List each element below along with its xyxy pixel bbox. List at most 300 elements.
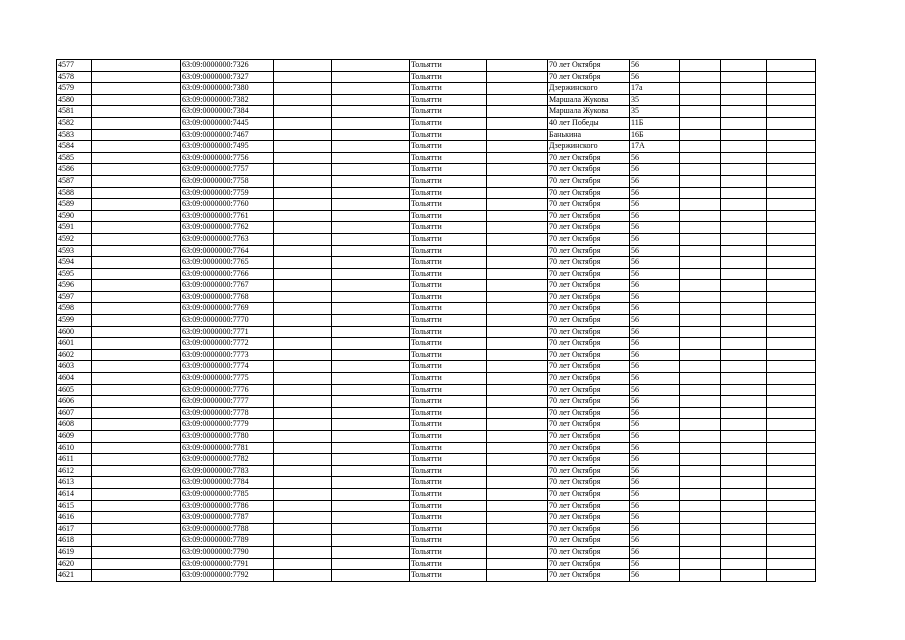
cell-city: Тольятти bbox=[410, 187, 487, 199]
cell-blank-col-11 bbox=[721, 60, 767, 72]
cell-blank-col-10 bbox=[680, 291, 721, 303]
cell-cadastral-number: 63:09:0000000:7770 bbox=[181, 315, 274, 327]
cell-row-number: 4596 bbox=[57, 280, 92, 292]
cell-street: 70 лет Октября bbox=[548, 291, 630, 303]
cell-blank-col-10 bbox=[680, 361, 721, 373]
cell-blank-col-12 bbox=[767, 454, 816, 466]
cell-street: 70 лет Октября bbox=[548, 60, 630, 72]
cell-blank-col-4 bbox=[274, 210, 332, 222]
cell-row-number: 4586 bbox=[57, 164, 92, 176]
cell-city: Тольятти bbox=[410, 199, 487, 211]
table-row bbox=[57, 303, 816, 315]
cell-street: 70 лет Октября bbox=[548, 488, 630, 500]
cell-blank-col-2 bbox=[92, 477, 181, 489]
cell-blank-col-10 bbox=[680, 175, 721, 187]
cell-blank-col-4 bbox=[274, 222, 332, 234]
cell-house-number: 56 bbox=[630, 291, 680, 303]
cell-blank-col-11 bbox=[721, 245, 767, 257]
cell-city: Тольятти bbox=[410, 233, 487, 245]
table-row bbox=[57, 233, 816, 245]
cell-street: 70 лет Октября bbox=[548, 303, 630, 315]
cell-blank-col-2 bbox=[92, 60, 181, 72]
cell-row-number: 4619 bbox=[57, 546, 92, 558]
cell-blank-col-11 bbox=[721, 407, 767, 419]
cell-blank-col-4 bbox=[274, 291, 332, 303]
cell-blank-col-7 bbox=[487, 106, 548, 118]
table-row bbox=[57, 210, 816, 222]
cell-house-number: 56 bbox=[630, 60, 680, 72]
cell-cadastral-number: 63:09:0000000:7326 bbox=[181, 60, 274, 72]
cell-street: 70 лет Октября bbox=[548, 210, 630, 222]
cell-row-number: 4606 bbox=[57, 396, 92, 408]
cell-blank-col-10 bbox=[680, 141, 721, 153]
cell-house-number: 56 bbox=[630, 257, 680, 269]
cell-blank-col-10 bbox=[680, 315, 721, 327]
cell-city: Тольятти bbox=[410, 477, 487, 489]
cell-blank-col-12 bbox=[767, 71, 816, 83]
cell-blank-col-7 bbox=[487, 338, 548, 350]
cell-blank-col-12 bbox=[767, 535, 816, 547]
cell-row-number: 4594 bbox=[57, 257, 92, 269]
cell-city: Тольятти bbox=[410, 570, 487, 582]
cell-cadastral-number: 63:09:0000000:7787 bbox=[181, 512, 274, 524]
cell-blank-col-7 bbox=[487, 187, 548, 199]
cell-blank-col-5 bbox=[332, 303, 410, 315]
cell-city: Тольятти bbox=[410, 83, 487, 95]
cell-blank-col-5 bbox=[332, 465, 410, 477]
cell-row-number: 4605 bbox=[57, 384, 92, 396]
cell-street: 70 лет Октября bbox=[548, 407, 630, 419]
cell-blank-col-2 bbox=[92, 419, 181, 431]
cell-street: 70 лет Октября bbox=[548, 257, 630, 269]
cell-blank-col-11 bbox=[721, 546, 767, 558]
cell-blank-col-7 bbox=[487, 431, 548, 443]
cell-blank-col-11 bbox=[721, 222, 767, 234]
cell-blank-col-5 bbox=[332, 210, 410, 222]
cell-city: Тольятти bbox=[410, 535, 487, 547]
cell-blank-col-12 bbox=[767, 175, 816, 187]
cell-blank-col-5 bbox=[332, 477, 410, 489]
cell-blank-col-10 bbox=[680, 164, 721, 176]
table-row bbox=[57, 570, 816, 582]
cell-blank-col-5 bbox=[332, 315, 410, 327]
cell-house-number: 16Б bbox=[630, 129, 680, 141]
cell-blank-col-7 bbox=[487, 570, 548, 582]
cell-blank-col-10 bbox=[680, 106, 721, 118]
cell-blank-col-12 bbox=[767, 164, 816, 176]
table-body bbox=[57, 60, 816, 582]
cell-city: Тольятти bbox=[410, 303, 487, 315]
cell-house-number: 56 bbox=[630, 199, 680, 211]
table-row bbox=[57, 349, 816, 361]
cell-blank-col-10 bbox=[680, 512, 721, 524]
cell-blank-col-4 bbox=[274, 465, 332, 477]
cell-blank-col-7 bbox=[487, 465, 548, 477]
cell-blank-col-12 bbox=[767, 465, 816, 477]
cell-street: 70 лет Октября bbox=[548, 384, 630, 396]
cell-blank-col-7 bbox=[487, 233, 548, 245]
cell-blank-col-7 bbox=[487, 315, 548, 327]
cell-blank-col-7 bbox=[487, 141, 548, 153]
cell-street: 70 лет Октября bbox=[548, 164, 630, 176]
table-row bbox=[57, 512, 816, 524]
cell-cadastral-number: 63:09:0000000:7762 bbox=[181, 222, 274, 234]
cell-blank-col-4 bbox=[274, 373, 332, 385]
cell-blank-col-5 bbox=[332, 488, 410, 500]
cell-blank-col-5 bbox=[332, 291, 410, 303]
cell-cadastral-number: 63:09:0000000:7779 bbox=[181, 419, 274, 431]
cell-blank-col-7 bbox=[487, 442, 548, 454]
cell-city: Тольятти bbox=[410, 117, 487, 129]
cell-street: 70 лет Октября bbox=[548, 442, 630, 454]
cell-blank-col-11 bbox=[721, 454, 767, 466]
cell-blank-col-5 bbox=[332, 106, 410, 118]
cell-house-number: 56 bbox=[630, 442, 680, 454]
table-row bbox=[57, 117, 816, 129]
cell-blank-col-5 bbox=[332, 326, 410, 338]
cell-cadastral-number: 63:09:0000000:7759 bbox=[181, 187, 274, 199]
cell-blank-col-5 bbox=[332, 175, 410, 187]
cell-house-number: 56 bbox=[630, 349, 680, 361]
cell-blank-col-4 bbox=[274, 326, 332, 338]
cell-blank-col-10 bbox=[680, 199, 721, 211]
cell-house-number: 56 bbox=[630, 558, 680, 570]
table-row bbox=[57, 187, 816, 199]
cell-blank-col-11 bbox=[721, 71, 767, 83]
cell-blank-col-5 bbox=[332, 431, 410, 443]
cell-cadastral-number: 63:09:0000000:7786 bbox=[181, 500, 274, 512]
cell-blank-col-5 bbox=[332, 129, 410, 141]
cell-city: Тольятти bbox=[410, 291, 487, 303]
cell-blank-col-11 bbox=[721, 419, 767, 431]
cell-blank-col-12 bbox=[767, 396, 816, 408]
cell-blank-col-4 bbox=[274, 71, 332, 83]
cell-blank-col-4 bbox=[274, 338, 332, 350]
cell-blank-col-2 bbox=[92, 361, 181, 373]
cell-blank-col-4 bbox=[274, 570, 332, 582]
cell-blank-col-2 bbox=[92, 175, 181, 187]
cell-blank-col-10 bbox=[680, 268, 721, 280]
cell-cadastral-number: 63:09:0000000:7495 bbox=[181, 141, 274, 153]
cell-street: 70 лет Октября bbox=[548, 465, 630, 477]
cell-row-number: 4618 bbox=[57, 535, 92, 547]
cell-blank-col-11 bbox=[721, 361, 767, 373]
table-row bbox=[57, 315, 816, 327]
cell-blank-col-5 bbox=[332, 268, 410, 280]
cell-blank-col-7 bbox=[487, 384, 548, 396]
cell-blank-col-2 bbox=[92, 245, 181, 257]
cell-blank-col-12 bbox=[767, 141, 816, 153]
cell-street: 70 лет Октября bbox=[548, 535, 630, 547]
table-row bbox=[57, 141, 816, 153]
cell-row-number: 4590 bbox=[57, 210, 92, 222]
cell-cadastral-number: 63:09:0000000:7768 bbox=[181, 291, 274, 303]
cell-blank-col-5 bbox=[332, 558, 410, 570]
cell-blank-col-4 bbox=[274, 454, 332, 466]
cell-blank-col-12 bbox=[767, 106, 816, 118]
cell-blank-col-5 bbox=[332, 500, 410, 512]
cell-blank-col-11 bbox=[721, 384, 767, 396]
cell-street: 70 лет Октября bbox=[548, 419, 630, 431]
cell-house-number: 56 bbox=[630, 233, 680, 245]
cell-city: Тольятти bbox=[410, 407, 487, 419]
cell-blank-col-4 bbox=[274, 546, 332, 558]
cell-blank-col-2 bbox=[92, 546, 181, 558]
cell-blank-col-2 bbox=[92, 396, 181, 408]
cell-blank-col-12 bbox=[767, 129, 816, 141]
cell-row-number: 4599 bbox=[57, 315, 92, 327]
cell-house-number: 56 bbox=[630, 152, 680, 164]
cell-blank-col-10 bbox=[680, 222, 721, 234]
cell-house-number: 56 bbox=[630, 71, 680, 83]
table-row bbox=[57, 465, 816, 477]
cell-blank-col-2 bbox=[92, 152, 181, 164]
cell-city: Тольятти bbox=[410, 175, 487, 187]
cell-row-number: 4589 bbox=[57, 199, 92, 211]
table-row bbox=[57, 396, 816, 408]
cell-blank-col-4 bbox=[274, 141, 332, 153]
cell-house-number: 56 bbox=[630, 512, 680, 524]
cell-blank-col-5 bbox=[332, 152, 410, 164]
cell-house-number: 56 bbox=[630, 187, 680, 199]
cell-row-number: 4591 bbox=[57, 222, 92, 234]
cell-cadastral-number: 63:09:0000000:7445 bbox=[181, 117, 274, 129]
cell-row-number: 4615 bbox=[57, 500, 92, 512]
table-row bbox=[57, 268, 816, 280]
cell-blank-col-10 bbox=[680, 349, 721, 361]
cell-blank-col-11 bbox=[721, 94, 767, 106]
cell-blank-col-7 bbox=[487, 129, 548, 141]
cell-row-number: 4593 bbox=[57, 245, 92, 257]
cell-blank-col-4 bbox=[274, 60, 332, 72]
cell-city: Тольятти bbox=[410, 268, 487, 280]
cell-blank-col-11 bbox=[721, 523, 767, 535]
cell-blank-col-5 bbox=[332, 419, 410, 431]
cell-blank-col-5 bbox=[332, 187, 410, 199]
cell-blank-col-2 bbox=[92, 117, 181, 129]
cell-blank-col-2 bbox=[92, 141, 181, 153]
cell-blank-col-10 bbox=[680, 60, 721, 72]
table-row bbox=[57, 431, 816, 443]
cell-blank-col-2 bbox=[92, 303, 181, 315]
cell-house-number: 56 bbox=[630, 338, 680, 350]
cell-blank-col-5 bbox=[332, 94, 410, 106]
cell-row-number: 4621 bbox=[57, 570, 92, 582]
table-row bbox=[57, 94, 816, 106]
cell-blank-col-10 bbox=[680, 83, 721, 95]
cell-cadastral-number: 63:09:0000000:7780 bbox=[181, 431, 274, 443]
cell-row-number: 4581 bbox=[57, 106, 92, 118]
cell-blank-col-4 bbox=[274, 164, 332, 176]
cell-cadastral-number: 63:09:0000000:7777 bbox=[181, 396, 274, 408]
cell-blank-col-12 bbox=[767, 500, 816, 512]
cell-street: 70 лет Октября bbox=[548, 233, 630, 245]
cell-blank-col-4 bbox=[274, 512, 332, 524]
cell-row-number: 4598 bbox=[57, 303, 92, 315]
cell-blank-col-12 bbox=[767, 523, 816, 535]
cell-row-number: 4584 bbox=[57, 141, 92, 153]
cell-blank-col-12 bbox=[767, 199, 816, 211]
cell-blank-col-2 bbox=[92, 164, 181, 176]
cell-cadastral-number: 63:09:0000000:7776 bbox=[181, 384, 274, 396]
cell-city: Тольятти bbox=[410, 222, 487, 234]
cell-row-number: 4578 bbox=[57, 71, 92, 83]
cell-blank-col-10 bbox=[680, 442, 721, 454]
cell-street: 70 лет Октября bbox=[548, 477, 630, 489]
cell-blank-col-11 bbox=[721, 175, 767, 187]
cell-street: 70 лет Октября bbox=[548, 152, 630, 164]
cell-blank-col-5 bbox=[332, 361, 410, 373]
cell-city: Тольятти bbox=[410, 315, 487, 327]
cell-blank-col-10 bbox=[680, 407, 721, 419]
cell-blank-col-2 bbox=[92, 465, 181, 477]
cell-cadastral-number: 63:09:0000000:7766 bbox=[181, 268, 274, 280]
cell-blank-col-11 bbox=[721, 233, 767, 245]
cell-city: Тольятти bbox=[410, 141, 487, 153]
cell-house-number: 56 bbox=[630, 535, 680, 547]
cell-blank-col-7 bbox=[487, 419, 548, 431]
cell-blank-col-10 bbox=[680, 117, 721, 129]
cell-blank-col-10 bbox=[680, 338, 721, 350]
cell-blank-col-11 bbox=[721, 488, 767, 500]
table-row bbox=[57, 546, 816, 558]
cell-cadastral-number: 63:09:0000000:7769 bbox=[181, 303, 274, 315]
cell-street: 70 лет Октября bbox=[548, 315, 630, 327]
cell-blank-col-7 bbox=[487, 257, 548, 269]
cell-cadastral-number: 63:09:0000000:7771 bbox=[181, 326, 274, 338]
cell-blank-col-10 bbox=[680, 187, 721, 199]
cell-street: 70 лет Октября bbox=[548, 558, 630, 570]
cell-blank-col-4 bbox=[274, 280, 332, 292]
cell-blank-col-4 bbox=[274, 384, 332, 396]
cell-city: Тольятти bbox=[410, 558, 487, 570]
cell-blank-col-2 bbox=[92, 71, 181, 83]
cell-house-number: 56 bbox=[630, 396, 680, 408]
cell-row-number: 4580 bbox=[57, 94, 92, 106]
table-row bbox=[57, 60, 816, 72]
cell-blank-col-10 bbox=[680, 280, 721, 292]
cell-city: Тольятти bbox=[410, 164, 487, 176]
cell-blank-col-5 bbox=[332, 141, 410, 153]
cell-blank-col-12 bbox=[767, 477, 816, 489]
cell-blank-col-10 bbox=[680, 71, 721, 83]
cell-blank-col-12 bbox=[767, 187, 816, 199]
cell-row-number: 4610 bbox=[57, 442, 92, 454]
cell-blank-col-7 bbox=[487, 558, 548, 570]
cell-blank-col-11 bbox=[721, 141, 767, 153]
cell-cadastral-number: 63:09:0000000:7792 bbox=[181, 570, 274, 582]
cell-blank-col-11 bbox=[721, 338, 767, 350]
table-row bbox=[57, 291, 816, 303]
cell-blank-col-7 bbox=[487, 477, 548, 489]
cell-blank-col-12 bbox=[767, 488, 816, 500]
cell-city: Тольятти bbox=[410, 465, 487, 477]
cell-blank-col-7 bbox=[487, 164, 548, 176]
cell-blank-col-2 bbox=[92, 83, 181, 95]
cell-city: Тольятти bbox=[410, 280, 487, 292]
cell-blank-col-2 bbox=[92, 268, 181, 280]
cell-blank-col-11 bbox=[721, 500, 767, 512]
table-row bbox=[57, 129, 816, 141]
cell-cadastral-number: 63:09:0000000:7764 bbox=[181, 245, 274, 257]
cell-cadastral-number: 63:09:0000000:7380 bbox=[181, 83, 274, 95]
cell-city: Тольятти bbox=[410, 129, 487, 141]
table-row bbox=[57, 338, 816, 350]
cell-blank-col-11 bbox=[721, 570, 767, 582]
cell-blank-col-12 bbox=[767, 558, 816, 570]
cell-blank-col-12 bbox=[767, 384, 816, 396]
cell-row-number: 4597 bbox=[57, 291, 92, 303]
cell-blank-col-11 bbox=[721, 442, 767, 454]
cell-street: 70 лет Октября bbox=[548, 512, 630, 524]
cell-street: Маршала Жукова bbox=[548, 106, 630, 118]
cell-city: Тольятти bbox=[410, 71, 487, 83]
cell-blank-col-12 bbox=[767, 83, 816, 95]
cell-house-number: 56 bbox=[630, 268, 680, 280]
cell-house-number: 56 bbox=[630, 210, 680, 222]
table-row bbox=[57, 419, 816, 431]
cell-blank-col-10 bbox=[680, 535, 721, 547]
cell-house-number: 56 bbox=[630, 419, 680, 431]
cell-blank-col-12 bbox=[767, 349, 816, 361]
table-row bbox=[57, 106, 816, 118]
cell-house-number: 56 bbox=[630, 384, 680, 396]
cell-street: Банькина bbox=[548, 129, 630, 141]
cell-street: 70 лет Октября bbox=[548, 373, 630, 385]
cell-city: Тольятти bbox=[410, 523, 487, 535]
cell-street: 70 лет Октября bbox=[548, 175, 630, 187]
cell-row-number: 4620 bbox=[57, 558, 92, 570]
cell-blank-col-7 bbox=[487, 546, 548, 558]
cell-blank-col-5 bbox=[332, 535, 410, 547]
cell-blank-col-11 bbox=[721, 129, 767, 141]
cell-blank-col-10 bbox=[680, 233, 721, 245]
table-row bbox=[57, 280, 816, 292]
cell-blank-col-7 bbox=[487, 488, 548, 500]
cell-street: 70 лет Октября bbox=[548, 500, 630, 512]
cell-blank-col-7 bbox=[487, 199, 548, 211]
cell-blank-col-2 bbox=[92, 431, 181, 443]
table-row bbox=[57, 164, 816, 176]
cell-cadastral-number: 63:09:0000000:7783 bbox=[181, 465, 274, 477]
cell-city: Тольятти bbox=[410, 442, 487, 454]
cell-street: 70 лет Октября bbox=[548, 349, 630, 361]
cell-blank-col-7 bbox=[487, 407, 548, 419]
cell-blank-col-7 bbox=[487, 291, 548, 303]
cell-blank-col-7 bbox=[487, 117, 548, 129]
cell-blank-col-10 bbox=[680, 431, 721, 443]
cell-blank-col-4 bbox=[274, 407, 332, 419]
cell-house-number: 56 bbox=[630, 454, 680, 466]
cell-blank-col-12 bbox=[767, 407, 816, 419]
cell-blank-col-5 bbox=[332, 407, 410, 419]
cell-house-number: 56 bbox=[630, 361, 680, 373]
cell-blank-col-7 bbox=[487, 175, 548, 187]
cell-blank-col-2 bbox=[92, 500, 181, 512]
cell-blank-col-2 bbox=[92, 338, 181, 350]
cell-blank-col-5 bbox=[332, 338, 410, 350]
cell-blank-col-10 bbox=[680, 245, 721, 257]
cell-city: Тольятти bbox=[410, 488, 487, 500]
table-row bbox=[57, 199, 816, 211]
cell-blank-col-7 bbox=[487, 396, 548, 408]
cell-cadastral-number: 63:09:0000000:7763 bbox=[181, 233, 274, 245]
table-row bbox=[57, 477, 816, 489]
cell-blank-col-12 bbox=[767, 233, 816, 245]
cell-street: 70 лет Октября bbox=[548, 326, 630, 338]
cell-blank-col-11 bbox=[721, 152, 767, 164]
cell-blank-col-2 bbox=[92, 129, 181, 141]
